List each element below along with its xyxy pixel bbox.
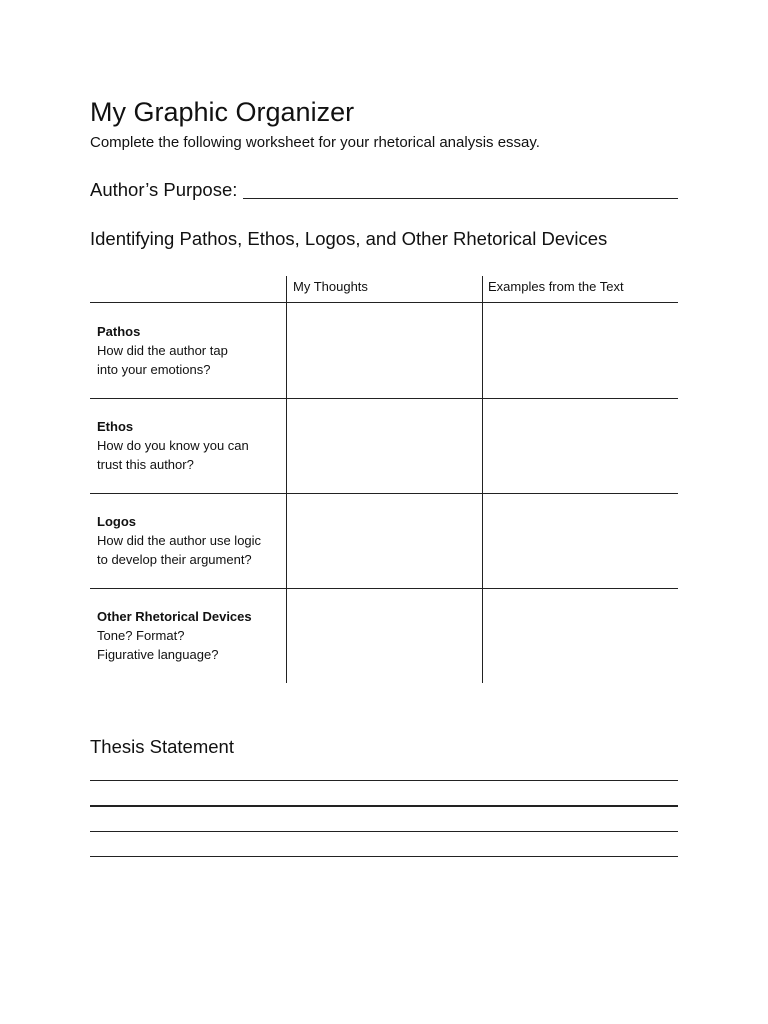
column-divider [482,276,483,683]
organizer-heading: Identifying Pathos, Ethos, Logos, and Other Rhetorical Devices [90,228,608,249]
column-divider [286,276,287,683]
thesis-blank-line[interactable] [90,856,678,857]
row-question-line: How did the author tap [97,343,228,358]
instructions-text: Complete the following worksheet for your rhetorical analysis essay. [90,134,540,151]
row-question-line: trust this author? [97,457,194,472]
column-header-examples: Examples from the Text [488,279,624,294]
table-row-other-devices [90,588,678,683]
row-question-line: into your emotions? [97,362,211,377]
thesis-blank-line[interactable] [90,831,678,832]
table-row-logos [90,493,678,589]
row-name: Pathos [97,324,141,339]
graphic-organizer-table [90,276,678,683]
thesis-blank-line[interactable] [90,805,678,807]
row-name: Ethos [97,419,134,434]
row-label-logos [97,512,282,569]
thesis-blank-line[interactable] [90,780,678,781]
row-question-line: How do you know you can [97,438,249,453]
row-question-line: to develop their argument? [97,552,252,567]
row-name: Logos [97,514,136,529]
row-label-ethos [97,417,282,474]
table-header-row [90,276,678,303]
row-question-line: Figurative language? [97,647,219,662]
column-header-my-thoughts: My Thoughts [293,279,368,294]
row-label-pathos [97,322,282,379]
author-purpose-blank-line[interactable] [243,197,678,199]
author-purpose-label: Author’s Purpose: [90,179,238,200]
page-title: My Graphic Organizer [90,97,355,127]
table-row-ethos [90,398,678,494]
row-question-line: Tone? Format? [97,628,185,643]
thesis-heading: Thesis Statement [90,736,234,757]
author-purpose-row [90,176,678,202]
table-row-pathos [90,303,678,399]
row-question-line: How did the author use logic [97,533,262,548]
row-name: Other Rhetorical Devices [97,609,252,624]
row-label-other-devices [97,607,282,664]
